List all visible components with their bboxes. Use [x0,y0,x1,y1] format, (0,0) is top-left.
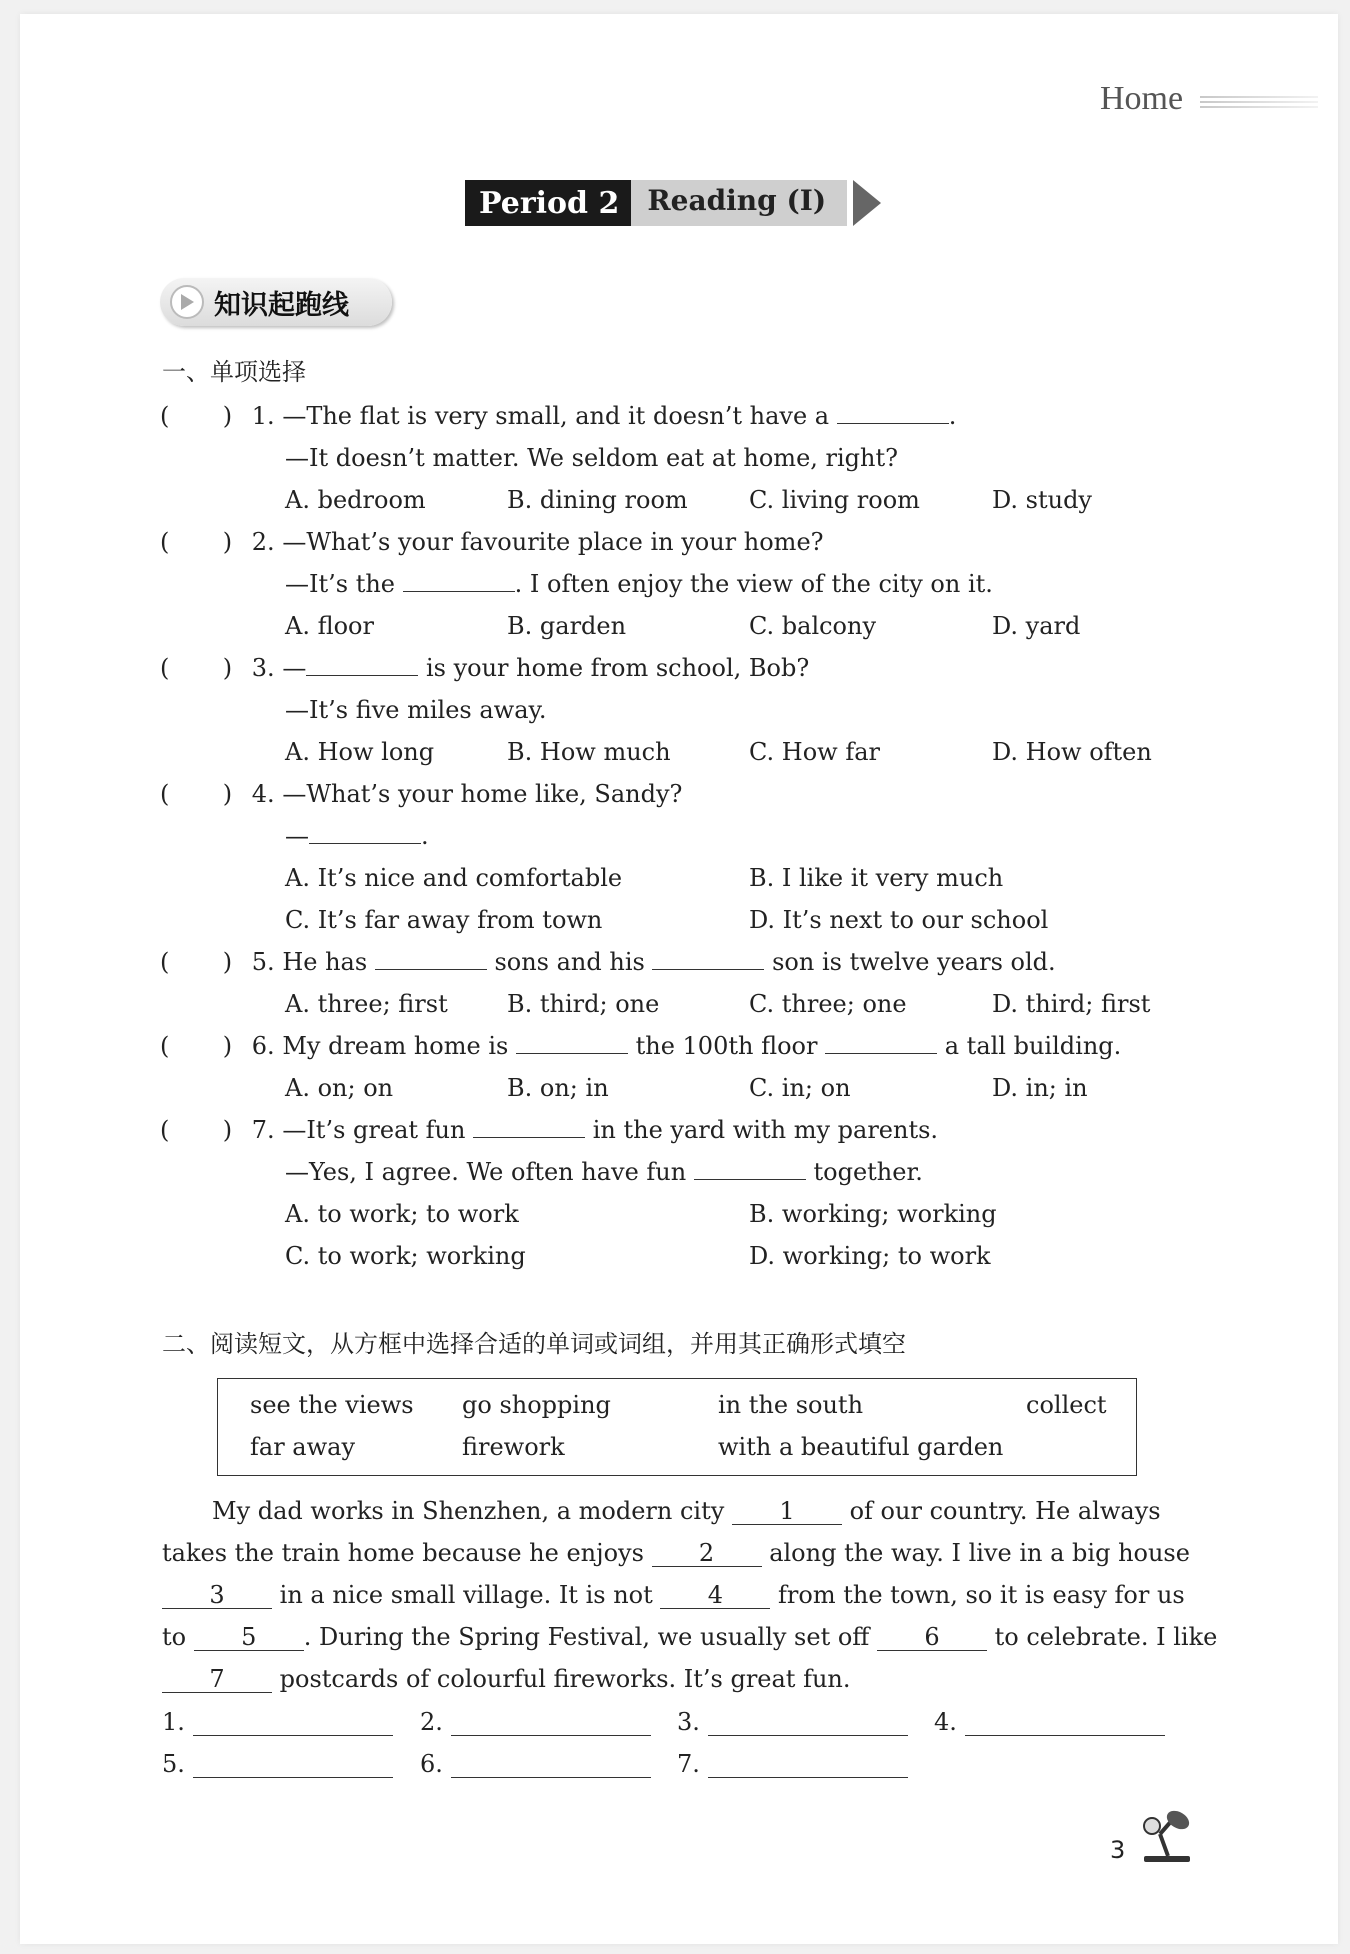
passage-blank-5[interactable]: 5 [194,1623,304,1651]
passage-text: My dad works in Shenzhen, a modern city [212,1497,725,1525]
option-c[interactable]: C. living room [749,486,920,514]
answer-paren[interactable]: ( ) [160,1116,233,1144]
passage-line [162,1580,1185,1610]
answer-blank[interactable] [652,948,764,970]
word-bank-item: go shopping [462,1391,611,1419]
question-text [285,1157,923,1187]
option-d[interactable]: D. third; first [992,990,1151,1018]
answer-label: 3. [677,1708,700,1736]
answer-paren[interactable]: ( ) [160,1032,233,1060]
answer-paren[interactable]: ( ) [160,528,233,556]
option-c[interactable]: C. in; on [749,1074,851,1102]
question-text: is your home from school, Bob? [425,654,810,682]
passage-blank-1[interactable]: 1 [732,1497,842,1525]
question-number: 2. [251,528,275,556]
question-text: the 100th floor [635,1032,818,1060]
question-number: 3. [251,654,275,682]
question-text: He has [282,948,368,976]
option-d[interactable]: D. How often [992,738,1152,766]
answer-line-2 [420,1708,651,1736]
option-d[interactable]: D. study [992,486,1092,514]
option-c[interactable]: C. to work; working [285,1242,526,1270]
period-label: Period 2 [465,180,631,226]
question-text [285,569,993,599]
option-a[interactable]: A. three; first [285,990,448,1018]
option-b[interactable]: B. on; in [507,1074,609,1102]
word-bank-item: firework [462,1433,565,1461]
word-bank-box [217,1378,1137,1476]
passage-text: to [162,1623,187,1651]
passage-blank-7[interactable]: 7 [162,1665,272,1693]
answer-label: 5. [162,1750,185,1778]
question-text [285,821,429,851]
passage-text: postcards of colourful fireworks. It’s great fun. [279,1665,851,1693]
question-text: sons and his [494,948,645,976]
section-pill-label: 知识起跑线 [214,289,349,321]
question-text: —The flat is very small, and it doesn’t have a [282,402,830,430]
answer-blank[interactable] [694,1158,806,1180]
answer-line-3 [677,1708,908,1736]
passage-line [212,1496,1161,1526]
word-bank-item: see the views [250,1391,414,1419]
period-banner [465,180,881,226]
question-3 [160,653,809,683]
question-2 [160,527,824,557]
answer-blank[interactable] [837,402,949,424]
question-text: a tall building. [944,1032,1122,1060]
question-6 [160,1031,1121,1061]
passage-text: . During the Spring Festival, we usually set off [303,1623,870,1651]
question-text: —What’s your favourite place in your home? [282,528,824,556]
option-d[interactable]: D. in; in [992,1074,1088,1102]
option-c[interactable]: C. balcony [749,612,877,640]
option-a[interactable]: A. bedroom [285,486,426,514]
question-number: 1. [251,402,275,430]
question-text: . I often enjoy the view of the city on it. [514,570,993,598]
answer-line-4 [934,1708,1165,1736]
answer-label: 6. [420,1750,443,1778]
answer-blank[interactable] [306,654,418,676]
answer-blank[interactable] [403,570,515,592]
answer-blank[interactable] [473,1116,585,1138]
option-d[interactable]: D. yard [992,612,1081,640]
answer-input[interactable] [193,1754,393,1778]
question-text: — [282,654,307,682]
question-text: My dream home is [282,1032,509,1060]
option-c[interactable]: C. How far [749,738,880,766]
answer-line-7 [677,1750,908,1778]
passage-text: takes the train home because he enjoys [162,1539,644,1567]
option-b[interactable]: B. third; one [507,990,660,1018]
question-text: —It’s great fun [282,1116,466,1144]
option-b[interactable]: B. garden [507,612,627,640]
passage-blank-3[interactable]: 3 [162,1581,272,1609]
answer-label: 2. [420,1708,443,1736]
word-bank-item: collect [1026,1391,1107,1419]
question-text: son is twelve years old. [772,948,1056,976]
answer-blank[interactable] [309,822,421,844]
option-c[interactable]: C. It’s far away from town [285,906,603,934]
question-number: 6. [251,1032,275,1060]
answer-line-5 [162,1750,393,1778]
page-number: 3 [1110,1836,1126,1864]
question-text: —It doesn’t matter. We seldom eat at home, right? [285,444,899,472]
question-1 [160,401,956,431]
option-d[interactable]: D. working; to work [749,1242,991,1270]
play-arrow-icon [853,180,881,226]
answer-label: 1. [162,1708,185,1736]
answer-blank[interactable] [825,1032,937,1054]
answer-input[interactable] [708,1754,908,1778]
option-a[interactable]: A. How long [285,738,435,766]
answer-input[interactable] [451,1754,651,1778]
passage-blank-6[interactable]: 6 [877,1623,987,1651]
option-b[interactable]: B. dining room [507,486,688,514]
answer-paren[interactable]: ( ) [160,654,233,682]
passage-text: to celebrate. I like [994,1623,1218,1651]
option-a[interactable]: A. It’s nice and comfortable [285,864,623,892]
period-subtitle: Reading (I) [631,180,847,226]
question-text: —It’s five miles away. [285,696,547,724]
question-text: . [948,402,957,430]
option-a[interactable]: A. floor [285,612,374,640]
option-b[interactable]: B. How much [507,738,671,766]
question-text: —Yes, I agree. We often have fun [285,1158,687,1186]
answer-input[interactable] [451,1712,651,1736]
word-bank-item: with a beautiful garden [718,1433,1004,1461]
part2-heading: 二、阅读短文，从方框中选择合适的单词或词组，并用其正确形式填空 [162,1330,906,1358]
passage-line [162,1538,1190,1568]
option-a[interactable]: A. to work; to work [285,1200,519,1228]
passage-text: from the town, so it is easy for us [778,1581,1185,1609]
passage-text: of our country. He always [849,1497,1161,1525]
question-5 [160,947,1056,977]
question-text: —It’s the [285,570,396,598]
answer-input[interactable] [965,1712,1165,1736]
question-text: in the yard with my parents. [592,1116,939,1144]
section-pill [160,278,392,326]
question-text: —What’s your home like, Sandy? [282,780,683,808]
play-circle-icon [170,285,204,319]
option-b[interactable]: B. I like it very much [749,864,1004,892]
question-number: 4. [251,780,275,808]
answer-input[interactable] [193,1712,393,1736]
answer-input[interactable] [708,1712,908,1736]
header-decoration [1200,96,1318,114]
question-text: . [421,822,429,850]
passage-text: in a nice small village. It is not [279,1581,653,1609]
question-number: 5. [251,948,275,976]
answer-line-6 [420,1750,651,1778]
answer-blank[interactable] [516,1032,628,1054]
question-text: together. [813,1158,923,1186]
answer-label: 7. [677,1750,700,1778]
desk-lamp-icon [1138,1806,1194,1870]
option-a[interactable]: A. on; on [285,1074,394,1102]
word-bank-item: in the south [718,1391,864,1419]
passage-line [162,1622,1217,1652]
answer-paren[interactable]: ( ) [160,402,233,430]
answer-label: 4. [934,1708,957,1736]
answer-paren[interactable]: ( ) [160,948,233,976]
passage-blank-4[interactable]: 4 [660,1581,770,1609]
question-text: — [285,822,309,850]
question-number: 7. [251,1116,275,1144]
option-b[interactable]: B. working; working [749,1200,997,1228]
option-d[interactable]: D. It’s next to our school [749,906,1049,934]
question-4 [160,779,682,809]
answer-paren[interactable]: ( ) [160,780,233,808]
question-7 [160,1115,938,1145]
part1-heading: 一、单项选择 [162,358,306,386]
option-c[interactable]: C. three; one [749,990,907,1018]
word-bank-item: far away [250,1433,356,1461]
passage-blank-2[interactable]: 2 [652,1539,762,1567]
passage-text: along the way. I live in a big house [769,1539,1190,1567]
unit-title: Home [1100,80,1184,117]
answer-blank[interactable] [375,948,487,970]
answer-line-1 [162,1708,393,1736]
passage-line [162,1664,851,1694]
